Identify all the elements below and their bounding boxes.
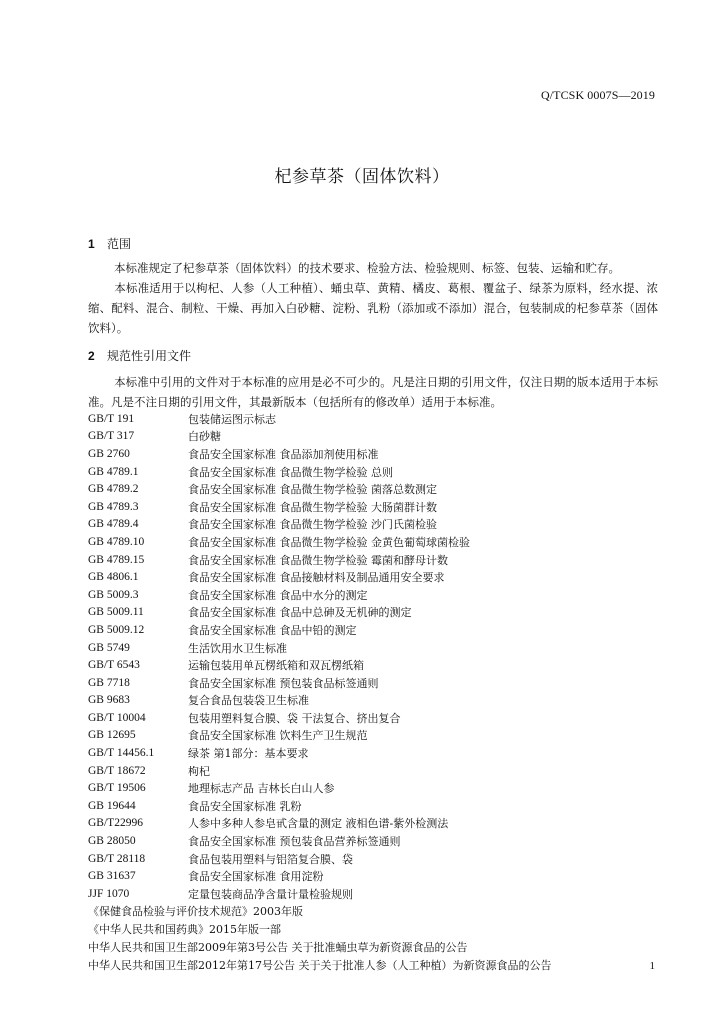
reference-row [88,709,658,727]
reference-row [88,533,658,551]
reference-title: 包装用塑料复合膜、袋 干法复合、挤出复合 [188,711,401,725]
reference-title: 运输包装用单瓦楞纸箱和双瓦楞纸箱 [188,659,364,673]
reference-row [88,551,658,569]
reference-code: GB 4806.1 [88,571,139,584]
reference-code: JJF 1070 [88,887,130,900]
reference-row [88,815,658,833]
reference-title: 食品安全国家标准 食品微生物学检验 沙门氏菌检验 [188,518,437,532]
reference-row [88,832,658,850]
reference-row [88,586,658,604]
reference-row [88,568,658,586]
reference-title: 食品安全国家标准 饮料生产卫生规范 [188,729,368,743]
reference-code: GB/T 18672 [88,764,146,777]
reference-code: GB 4789.4 [88,518,139,531]
reference-title: 食品安全国家标准 预包装食品营养标签通则 [188,835,401,849]
reference-row [88,480,658,498]
reference-code: GB/T 317 [88,430,135,443]
reference-code: GB 31637 [88,870,136,883]
reference-title: 食品安全国家标准 食品微生物学检验 总则 [188,465,393,479]
reference-code: GB/T 14456.1 [88,747,155,760]
reference-row [88,727,658,745]
reference-code: GB 4789.2 [88,483,139,496]
document-title: 杞参草茶（固体饮料） [274,167,450,187]
reference-list [88,410,658,903]
reference-title: 包装储运图示标志 [188,412,276,426]
reference-code: GB 4789.1 [88,465,139,478]
section-1-heading [88,235,131,252]
reference-title: 食品安全国家标准 乳粉 [188,799,302,813]
reference-title: 食品安全国家标准 食品微生物学检验 霉菌和酵母计数 [188,553,448,567]
reference-title: 食品安全国家标准 食品微生物学检验 大肠菌群计数 [188,500,437,514]
reference-title: 定量包装商品净含量计量检验规则 [188,887,353,901]
reference-row [88,621,658,639]
section-1-paragraph-2: 本标准适用于以枸杞、人参（人工种植）、蛹虫草、黄精、橘皮、葛根、覆盆子、绿茶为原料，经水提、浓缩、配料、混合、制粒、干燥、再加入白砂糖、淀粉、乳粉（添加或不添加）混合，包装制成的杞参草茶（固体饮料）。 [88,281,658,335]
reference-code: GB/T 6543 [88,659,140,672]
reference-code: GB 4789.3 [88,500,139,513]
reference-code: GB/T 10004 [88,711,146,724]
reference-code: GB 5009.11 [88,606,144,619]
reference-title: 食品安全国家标准 食品微生物学检验 菌落总数测定 [188,483,437,497]
reference-row [88,656,658,674]
reference-row [88,498,658,516]
reference-row [88,885,658,903]
reference-code: GB 2760 [88,447,130,460]
section-2-intro: 本标准中引用的文件对于本标准的应用是必不可少的。凡是注日期的引用文件，仅注日期的版本适用于本标准。凡是不注日期的引用文件，其最新版本（包括所有的修改单）适用于本标准。 [88,375,658,409]
reference-title: 生活饮用水卫生标准 [188,641,287,655]
section-2-title: 规范性引用文件 [107,349,192,363]
other-references [88,902,688,974]
reference-row [88,850,658,868]
reference-row [88,516,658,534]
reference-title: 食品安全国家标准 食品微生物学检验 金黄色葡萄球菌检验 [188,535,470,549]
reference-row [88,445,658,463]
reference-code: GB 9683 [88,694,130,707]
reference-title: 枸杞 [188,764,210,778]
other-reference-item: 《保健食品检验与评价技术规范》2003年版 [88,905,303,918]
standard-code: Q/TCSK 0007S—2019 [540,88,655,102]
reference-code: GB 12695 [88,729,136,742]
reference-title: 食品安全国家标准 食用淀粉 [188,870,324,884]
reference-title: 地理标志产品 吉林长白山人参 [188,782,335,796]
reference-title: 复合食品包装袋卫生标准 [188,694,309,708]
other-reference-item: 中华人民共和国卫生部2012年第17号公告 关于关于批准人参（人工种植）为新资源食品的公告 [88,959,552,972]
reference-title: 食品安全国家标准 食品添加剂使用标准 [188,447,379,461]
other-reference-item: 《中华人民共和国药典》2015年版一部 [88,923,281,936]
reference-title: 绿茶 第1部分：基本要求 [188,747,309,761]
other-reference-item: 中华人民共和国卫生部2009年第3号公告 关于批准蛹虫草为新资源食品的公告 [88,941,468,954]
reference-code: GB 5009.3 [88,588,139,601]
reference-code: GB 7718 [88,676,130,689]
reference-code: GB 5009.12 [88,623,145,636]
reference-code: GB/T 191 [88,412,135,425]
reference-row [88,463,658,481]
reference-title: 食品安全国家标准 食品接触材料及制品通用安全要求 [188,571,445,585]
reference-row [88,428,658,446]
reference-title: 食品安全国家标准 食品中水分的测定 [188,588,368,602]
reference-code: GB/T 28118 [88,852,146,865]
reference-code: GB/T 19506 [88,782,146,795]
section-1-title: 范围 [107,237,132,251]
reference-title: 人参中多种人参皂甙含量的测定 液相色谱-紫外检测法 [188,817,449,831]
reference-row [88,604,658,622]
reference-code: GB/T22996 [88,817,143,830]
reference-row [88,762,658,780]
reference-row [88,797,658,815]
section-2-number: 2 [88,349,95,363]
reference-title: 食品安全国家标准 食品中总砷及无机砷的测定 [188,606,412,620]
reference-code: GB 4789.15 [88,553,145,566]
reference-row [88,674,658,692]
reference-row [88,744,658,762]
reference-code: GB 28050 [88,835,136,848]
section-2-heading [88,347,191,364]
reference-title: 食品安全国家标准 预包装食品标签通则 [188,676,379,690]
reference-code: GB 19644 [88,799,136,812]
section-1-paragraph-1: 本标准规定了杞参草茶（固体饮料）的技术要求、检验方法、检验规则、标签、包装、运输和贮存。 [114,261,620,275]
reference-row [88,779,658,797]
reference-title: 食品包装用塑料与铝箔复合膜、袋 [188,852,353,866]
reference-row [88,410,658,428]
reference-title: 食品安全国家标准 食品中铅的测定 [188,623,357,637]
reference-row [88,867,658,885]
reference-code: GB 5749 [88,641,130,654]
reference-row [88,692,658,710]
section-1-number: 1 [88,237,95,251]
page-number: 1 [649,960,655,972]
reference-code: GB 4789.10 [88,535,145,548]
reference-title: 白砂糖 [188,430,221,444]
reference-row [88,639,658,657]
